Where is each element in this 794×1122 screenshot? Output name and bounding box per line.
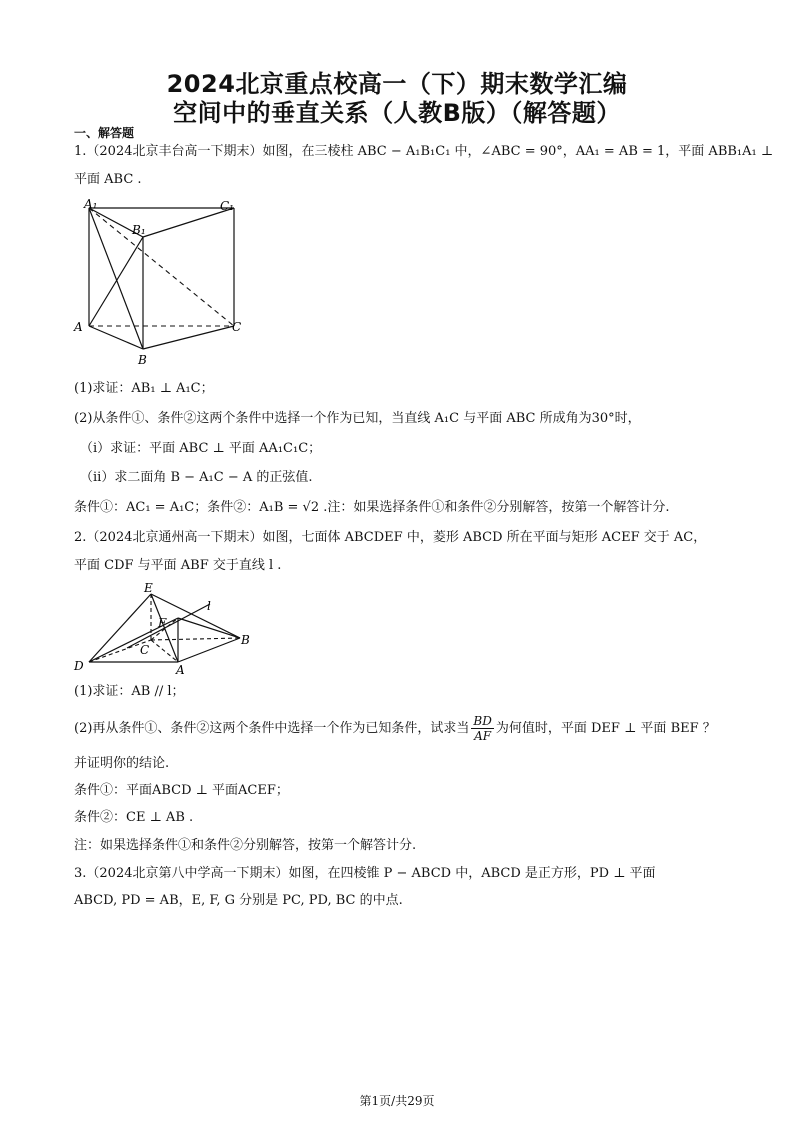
section-heading: 一、解答题 — [74, 126, 135, 140]
q2-fraction — [471, 714, 493, 743]
q2-label-e: E — [144, 581, 153, 595]
q2-part2 — [74, 712, 716, 746]
q2-label-b: B — [241, 633, 250, 647]
q2-fraction-numerator: BD — [473, 714, 492, 728]
q1-label-c: C — [232, 320, 242, 334]
q2-part1: (1)求证：AB // l； — [74, 684, 185, 699]
q2-label-a: A — [176, 663, 185, 676]
q1-label-b: B — [138, 353, 147, 367]
q1-part1: (1)求证：AB₁ ⊥ A₁C； — [74, 381, 214, 396]
q1-part2: (2)从条件①、条件②这两个条件中选择一个作为已知，当直线 A₁C 与平面 ABC 所成角为30°时， — [74, 411, 641, 426]
q2-stem-line2: 平面 CDF 与平面 ABF 交于直线 l . — [74, 558, 282, 573]
document-title-line2: 空间中的垂直关系（人教B版）（解答题） — [173, 99, 621, 127]
q1-part2-i: （i）求证：平面 ABC ⊥ 平面 AA₁C₁C； — [80, 441, 322, 456]
q1-label-b1: B₁ — [132, 223, 146, 237]
q2-part2-pre: (2)再从条件①、条件②这两个条件中选择一个作为已知条件，试求当 — [74, 721, 470, 736]
q3-stem-line1: 3.（2024北京第八中学高一下期末）如图，在四棱锥 P − ABCD 中，ABCD 是正方形，PD ⊥ 平面 — [74, 866, 656, 881]
q2-condition1: 条件①：平面ABCD ⊥ 平面ACEF； — [74, 783, 289, 798]
q2-condition2: 条件②：CE ⊥ AB . — [74, 810, 194, 825]
q1-part2-ii: （ii）求二面角 B − A₁C − A 的正弦值. — [80, 470, 313, 485]
q2-polyhedron-figure — [72, 580, 262, 676]
q2-fraction-denominator: AF — [474, 729, 492, 743]
document-title-line1: 2024北京重点校高一（下）期末数学汇编 — [166, 70, 628, 98]
q1-label-a1: A₁ — [84, 197, 98, 211]
q2-label-c: C — [140, 643, 150, 657]
q2-label-d: D — [74, 659, 84, 673]
q1-stem-line1: 1.（2024北京丰台高一下期末）如图，在三棱柱 ABC − A₁B₁C₁ 中，∠ABC = 90°，AA₁ = AB = 1，平面 ABB₁A₁ ⊥ — [74, 144, 774, 159]
q2-note: 注：如果选择条件①和条件②分别解答，按第一个解答计分. — [74, 838, 417, 853]
q1-conditions: 条件①：AC₁ = A₁C；条件②：A₁B = √2 .注：如果选择条件①和条件②分别解答，按第一个解答计分. — [74, 500, 670, 515]
page-footer: 第1页/共29页 — [359, 1094, 435, 1108]
q2-label-l: l — [207, 599, 211, 613]
q2-label-f: F — [158, 616, 167, 630]
q2-part2-post: 为何值时，平面 DEF ⊥ 平面 BEF ？ — [495, 721, 716, 736]
q2-stem-line1: 2.（2024北京通州高一下期末）如图，七面体 ABCDEF 中，菱形 ABCD 所在平面与矩形 ACEF 交于 AC， — [74, 530, 707, 545]
q1-label-a: A — [74, 320, 83, 334]
q3-stem-line2: ABCD, PD = AB，E, F, G 分别是 PC, PD, BC 的中点. — [74, 893, 403, 908]
q2-part2-line2: 并证明你的结论. — [74, 756, 170, 771]
q1-label-c1: C₁ — [220, 199, 234, 213]
q1-stem-line2: 平面 ABC . — [74, 172, 142, 187]
q1-prism-figure — [72, 196, 252, 370]
